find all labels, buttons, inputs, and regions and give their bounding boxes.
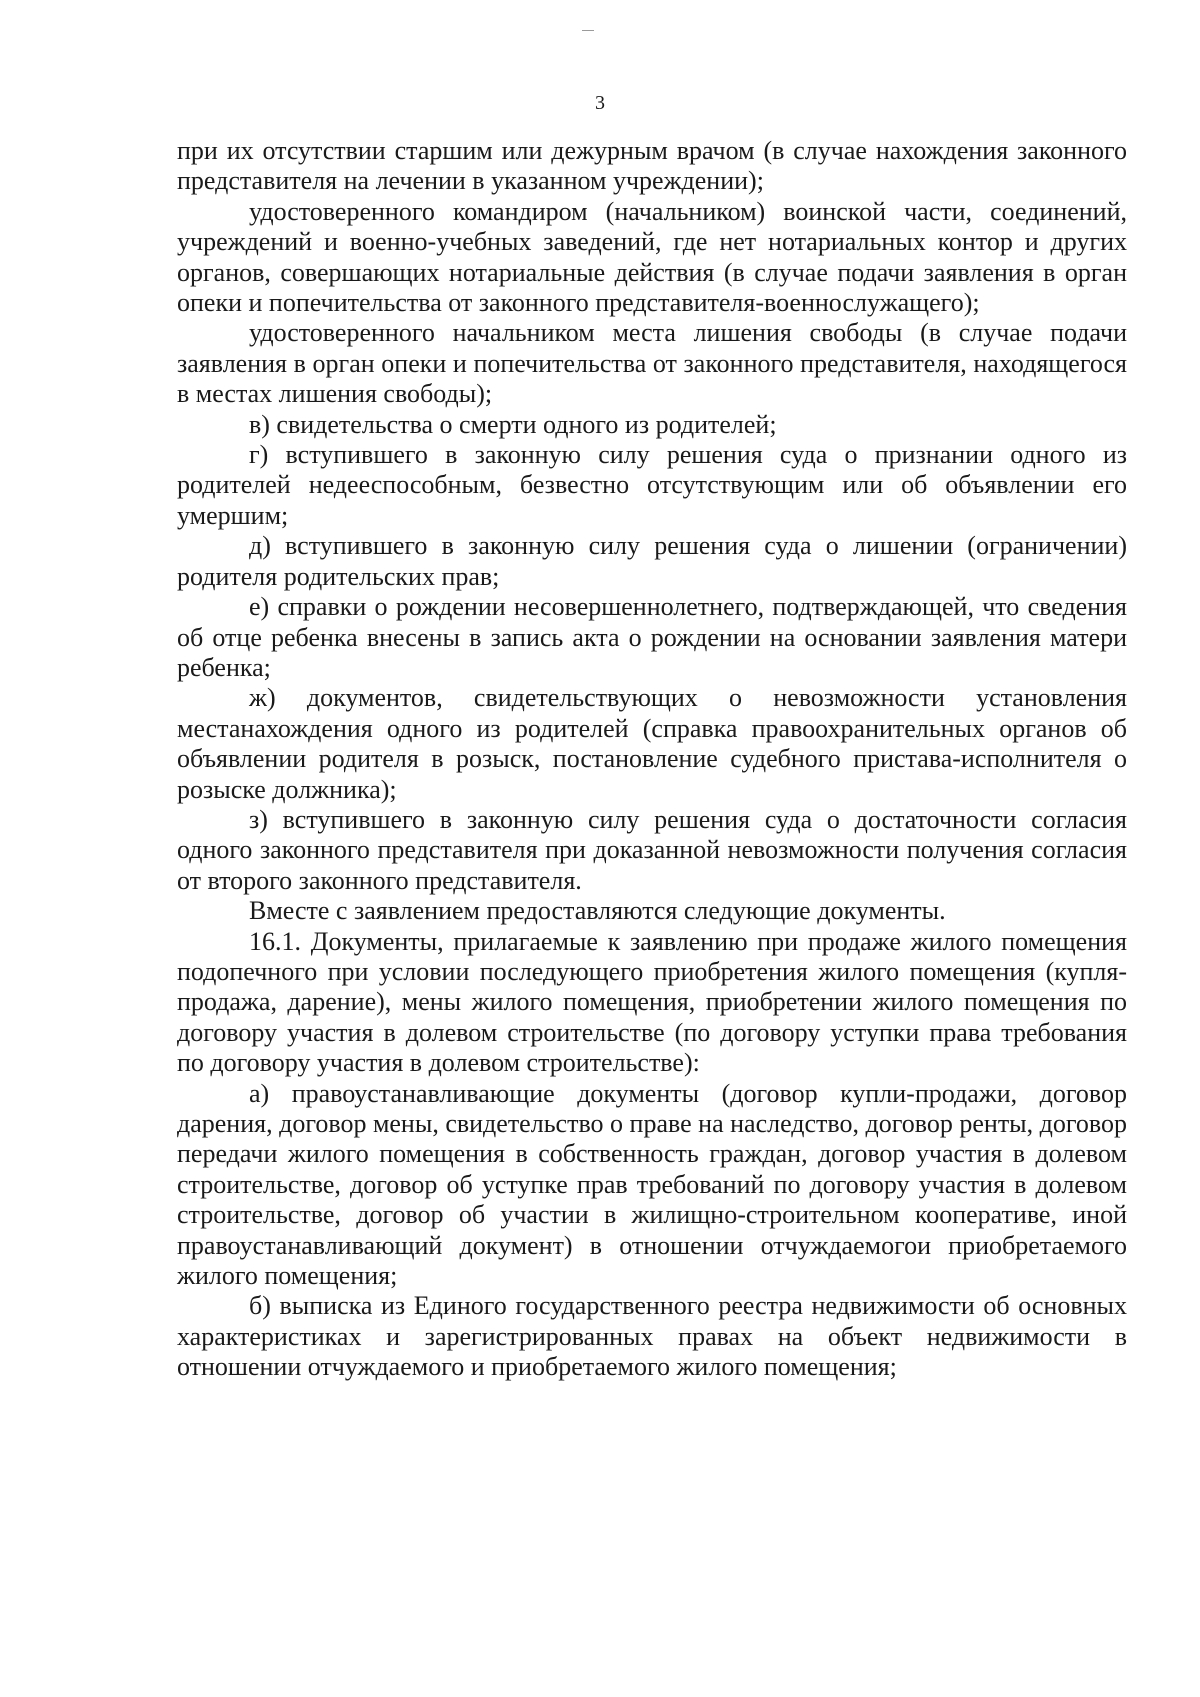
page-number: 3	[595, 92, 605, 114]
paragraph: б) выписка из Единого государственного реестра недвижимости об основных характеристиках и зарегистрированных правах на объект недвижимости в отношении отчуждаемого и приобретаемого жилого помещения;	[177, 1291, 1127, 1382]
paragraph: удостоверенного начальником места лишения свободы (в случае подачи заявления в орган опеки и попечительства от законного представителя, находящегося в местах лишения свободы);	[177, 318, 1127, 409]
paragraph: д) вступившего в законную силу решения суда о лишении (ограничении) родителя родительских прав;	[177, 531, 1127, 591]
paragraph: ж) документов, свидетельствующих о невозможности установления местанахождения одного из родителей (справка правоохранительных органов об объявлении родителя в розыск, постановление судебного пристава-исполнителя о розыске должника);	[177, 683, 1127, 804]
paragraph: при их отсутствии старшим или дежурным врачом (в случае нахождения законного представителя на лечении в указанном учреждении);	[177, 136, 1127, 196]
paragraph: а) правоустанавливающие документы (договор купли-продажи, договор дарения, договор мены, свидетельство о праве на наследство, договор ренты, договор передачи жилого помещения в собственность граждан, договор участия в долевом строительстве, договор об уступке прав требований по договору участия в долевом строительстве, договор об участии в жилищно-строительном кооперативе, иной правоустанавливающий документ) в отношении отчуждаемогои приобретаемого жилого помещения;	[177, 1078, 1127, 1291]
paragraph: в) свидетельства о смерти одного из родителей;	[249, 409, 777, 439]
paragraph: удостоверенного командиром (начальником) воинской части, соединений, учреждений и военно-учебных заведений, где нет нотариальных контор и других органов, совершающих нотариальные действия (в случае подачи заявления в орган опеки и попечительства от законного представителя-военнослужащего);	[177, 196, 1127, 318]
paragraph: г) вступившего в законную силу решения суда о признании одного из родителей недееспособным, безвестно отсутствующим или об объявлении его умершим;	[177, 440, 1127, 530]
paragraph: е) справки о рождении несовершеннолетнего, подтверждающей, что сведения об отце ребенка внесены в запись акта о рождении на основании заявления матери ребенка;	[177, 592, 1127, 682]
document-body	[177, 136, 1127, 1383]
paragraph: з) вступившего в законную силу решения суда о достаточности согласия одного законного представителя при доказанной невозможности получения согласия от второго законного представителя.	[177, 804, 1127, 895]
paragraph: Вместе с заявлением предоставляются следующие документы.	[249, 896, 946, 926]
scan-mark	[582, 30, 594, 31]
paragraph: 16.1. Документы, прилагаемые к заявлению при продаже жилого помещения подопечного при условии последующего приобретения жилого помещения (купля-продажа, дарение), мены жилого помещения, приобретении жилого помещения по договору участия в долевом строительстве (по договору уступки права требования по договору участия в долевом строительстве):	[177, 926, 1127, 1078]
